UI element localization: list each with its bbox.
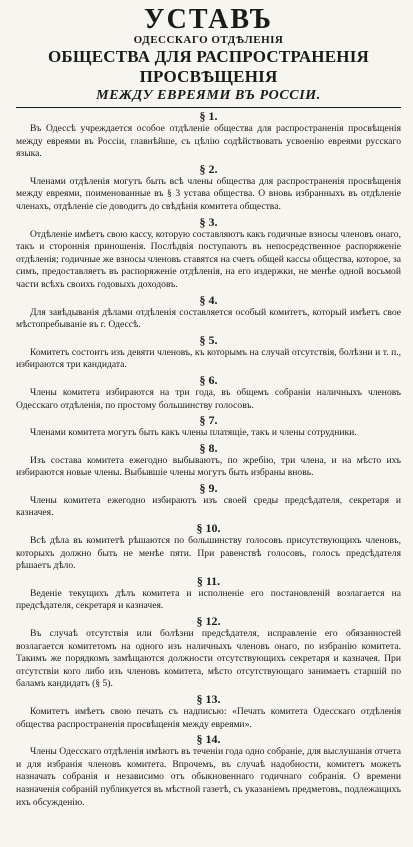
header-divider [16, 107, 401, 108]
statute-sections [16, 110, 401, 809]
section-text: Всѣ дѣла въ комитетѣ рѣшаются по большинству голосовъ присутствующихъ членовъ, которыхъ должно быть не менѣе пяти. При равенствѣ голосовъ, голосъ предсѣдателя рѣшаетъ дѣло. [16, 535, 401, 572]
section-number: § 14. [196, 732, 221, 747]
document-subtitle-branch: ОДЕССКАГО ОТДѢЛЕНІЯ [133, 34, 284, 46]
section-number: § 13. [196, 692, 221, 706]
section-number: § 12. [196, 614, 221, 629]
section-text: Члены Одесскаго отдѣленія имѣютъ въ теченіи года одно собраніе, для выслушанія отчета и для избранія членовъ комитета. Впрочемъ, въ случаѣ надобности, комитетъ можетъ назначать собранія и независимо отъ обыкновеннаго годичнаго собранія. О времени назначенія собраній публикуется въ мѣстной газетѣ, съ указаніемъ предметовъ, подлежащихъ ихъ обсужденію. [16, 746, 401, 808]
section-text: Комитетъ имѣетъ свою печать съ надписью: «Печать комитета Одесскаго отдѣленія общества распространенія просвѣщенія между евреями». [16, 706, 401, 730]
section-number: § 3. [199, 214, 218, 229]
document-subtitle-scope: МЕЖДУ ЕВРЕЯМИ ВЪ РОССІИ. [96, 88, 321, 103]
section-text: Въ Одессѣ учреждается особое отдѣленіе общества для распространенія просвѣщенія между евреями въ Россіи, главнѣйше, съ цѣлію содѣйствовать усвоенію евреями русскаго языка. [16, 123, 401, 160]
section-number: § 8. [199, 440, 218, 455]
section-number: § 6. [199, 372, 218, 387]
section-text: Изъ состава комитета ежегодно выбываютъ, по жребію, три члена, и на мѣсто ихъ избираются новые члены. Выбывшіе члены могутъ быть избраны вновь. [16, 454, 401, 479]
section-text: Члены комитета ежегодно избираютъ изъ своей среды предсѣдателя, секретаря и казначея. [16, 494, 401, 519]
section-number: § 11. [196, 573, 221, 588]
section-text: Для завѣдыванія дѣлами отдѣленія составляется особый комитетъ, который имѣетъ свое мѣстопребываніе въ г. Одессѣ. [16, 306, 401, 331]
document-title: УСТАВЪ [144, 4, 273, 35]
section-number: § 4. [199, 292, 218, 307]
section-number: § 5. [199, 332, 218, 347]
section-text: Веденіе текущихъ дѣлъ комитета и исполненіе его постановленій возлагается на предсѣдателя, секретаря и казначея. [16, 587, 401, 612]
section-text: Члены комитета избираются на три года, въ общемъ собраніи наличныхъ членовъ Одесскаго отдѣленія, по простому большинству голосовъ. [16, 386, 401, 411]
section-number: § 2. [199, 161, 218, 176]
section-text: Членами комитета могутъ быть какъ члены платящіе, такъ и члены сотрудники. [30, 427, 357, 439]
section-text: Отдѣленіе имѣетъ свою кассу, которую составляютъ какъ годичные взносы членовъ онаго, такъ и стороннія приношенія. Послѣдвія поступаютъ въ непосредственное распоряженіе отдѣленія; годичные же взносы членовъ ставятся на счетъ общей кассы общества, которое, за симъ, предоставляетъ въ распоряженіе отдѣленія, на его издержки, не менѣе одной восьмой части всѣхъ своихъ годовыхъ доходовъ. [16, 228, 401, 290]
section-number: § 10. [196, 521, 221, 536]
section-number: § 1. [199, 109, 218, 123]
section-text: Въ случаѣ отсутствія или болѣзни предсѣдателя, исправленіе его обязанностей возлагается комитетомъ на одного изъ наличныхъ членовъ онаго, по избранію комитета. Такимъ же порядкомъ замѣщаются должности отсутствующихъ секретаря и казначея. При отсутствіи кого либо изъ членовъ комитета, мѣсто отсутствующаго занимаетъ старшій по баламъ кандидатъ (§ 5). [16, 628, 401, 690]
section-number: § 9. [199, 480, 218, 495]
section-number: § 7. [199, 413, 218, 428]
section-text: Комитетъ состоитъ изъ девяти членовъ, къ которымъ на случай отсутствія, болѣзни и т. п., избираются три кандидата. [16, 346, 401, 371]
document-subtitle-society: ОБЩЕСТВА ДЛЯ РАСПРОСТРАНЕНІЯ ПРОСВѢЩЕНІЯ [47, 47, 369, 86]
section-text: Членами отдѣленія могутъ быть всѣ члены общества для распространенія просвѣщенія между евреями, поименованные въ § 3 устава общества. О вновь избранныхъ въ отдѣленіе членахъ, отдѣленіе сіе доводитъ до свѣдѣнія комитета общества. [16, 175, 401, 212]
